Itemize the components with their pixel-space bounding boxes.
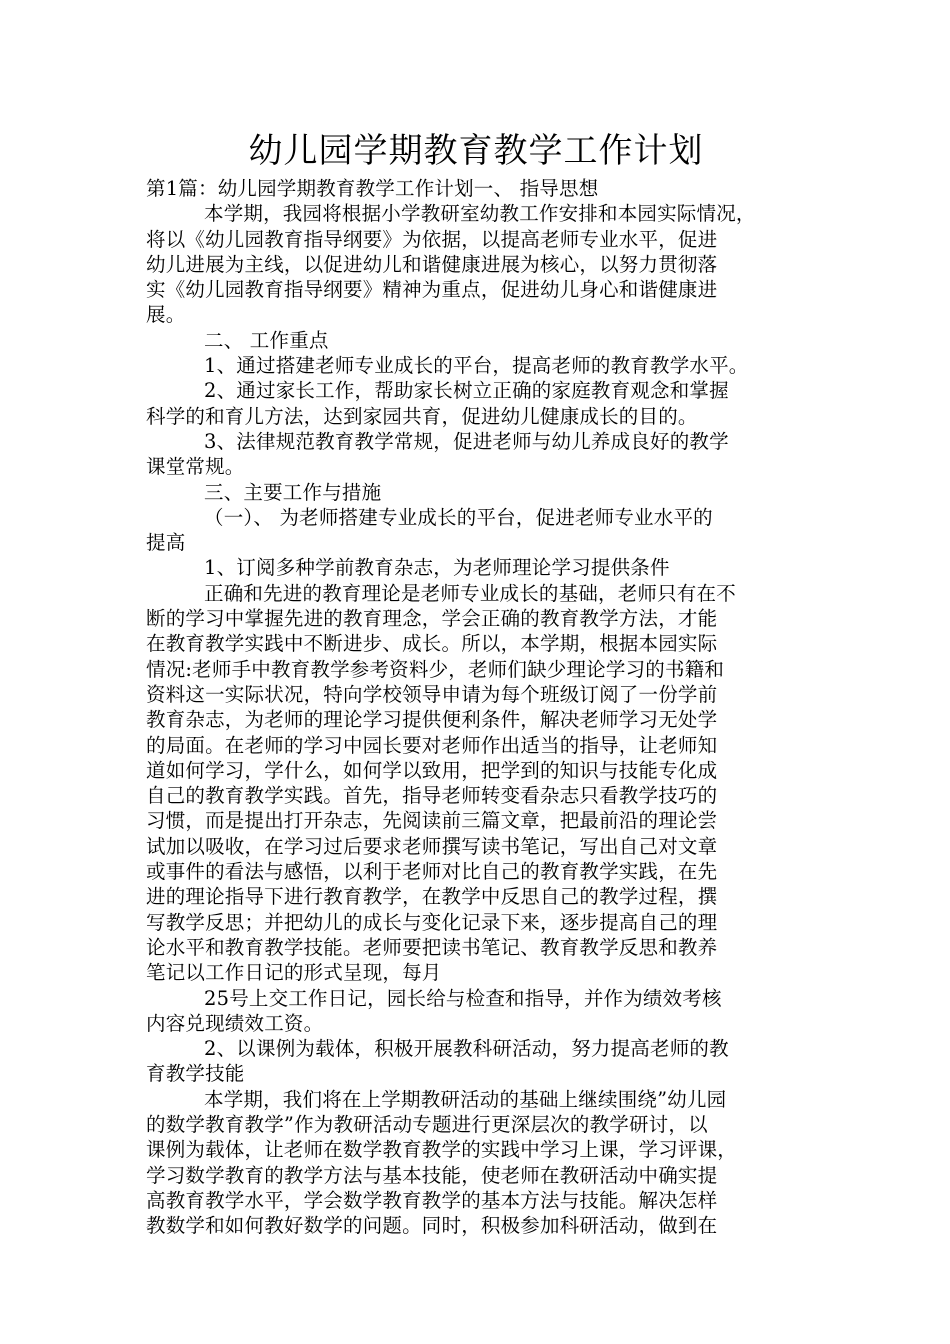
text-line: 学习数学教育的教学方法与基本技能，使老师在教研活动中确实提 — [146, 1163, 718, 1187]
text-line: 断的学习中掌握先进的教育理念，学会正确的教育教学方法，才能 — [146, 607, 718, 631]
text-line: 内容兑现绩效工资。 — [146, 1011, 324, 1035]
text-line: 高教育教学水平，学会数学教育教学的基本方法与技能。解决怎样 — [146, 1188, 718, 1212]
text-line: 试加以吸收，在学习过后要求老师撰写读书笔记，写出自己对文章 — [146, 834, 718, 858]
text-line: 教育杂志，为老师的理论学习提供便利条件，解决老师学习无处学 — [146, 708, 718, 732]
document-body — [146, 176, 806, 1238]
text-line: 实《幼儿园教育指导纲要》精神为重点，促进幼儿身心和谐健康进 — [146, 278, 718, 302]
text-line: 道如何学习，学什么，如何学以致用，把学到的知识与技能专化成 — [146, 758, 718, 782]
text-line: 的局面。在老师的学习中园长要对老师作出适当的指导，让老师知 — [146, 733, 718, 757]
text-line: 教数学和如何教好数学的问题。同时，积极参加科研活动，做到在 — [146, 1214, 718, 1238]
text-line: 将以《幼儿园教育指导纲要》为依据，以提高老师专业水平，促进 — [146, 227, 718, 251]
text-line: 习惯，而是提出打开杂志，先阅读前三篇文章，把最前沿的理论尝 — [146, 809, 718, 833]
text-line: 育教学技能 — [146, 1062, 245, 1086]
text-line: 本学期，我们将在上学期教研活动的基础上继续围绕”幼儿园 — [204, 1087, 727, 1111]
text-line: 提高 — [146, 531, 186, 555]
text-line: 笔记以工作日记的形式呈现，每月 — [146, 961, 442, 985]
text-line: 的数学教育教学”作为教研活动专题进行更深层次的教学研讨，以 — [146, 1112, 708, 1136]
text-line: 2、通过家长工作，帮助家长树立正确的家庭教育观念和掌握 — [204, 379, 729, 403]
text-line: 3、法律规范教育教学常规，促进老师与幼儿养成良好的教学 — [204, 429, 729, 453]
document-page — [146, 128, 806, 1238]
text-line: 或事件的看法与感悟，以利于老师对比自己的教育教学实践，在先 — [146, 860, 718, 884]
text-line: 三、主要工作与措施 — [204, 480, 382, 504]
text-line: 正确和先进的教育理论是老师专业成长的基础，老师只有在不 — [204, 581, 736, 605]
text-line: 2、以课例为载体，积极开展教科研活动，努力提高老师的教 — [204, 1037, 729, 1061]
text-line: 资料这一实际状况，特向学校领导申请为每个班级订阅了一份学前 — [146, 682, 718, 706]
text-line: 写教学反思；并把幼儿的成长与变化记录下来，逐步提高自己的理 — [146, 910, 718, 934]
text-line: 1、订阅多种学前教育杂志，为老师理论学习提供条件 — [204, 556, 670, 580]
text-line: 课堂常规。 — [146, 455, 245, 479]
text-line: 进的理论指导下进行教育教学，在教学中反思自己的教学过程，撰 — [146, 885, 718, 909]
text-line: 在教育教学实践中不断进步、成长。所以，本学期，根据本园实际 — [146, 632, 718, 656]
text-line: 二、 工作重点 — [204, 328, 329, 352]
document-title: 幼儿园学期教育教学工作计划 — [248, 131, 704, 171]
text-line: 情况:老师手中教育教学参考资料少，老师们缺少理论学习的书籍和 — [146, 657, 725, 681]
text-line: 幼儿进展为主线，以促进幼儿和谐健康进展为核心，以努力贯彻落 — [146, 252, 718, 276]
text-line: 25号上交工作日记，园长给与检查和指导，并作为绩效考核 — [204, 986, 722, 1010]
text-line: 科学的和育儿方法，达到家园共育，促进幼儿健康成长的目的。 — [146, 404, 698, 428]
text-line: 第1篇：幼儿园学期教育教学工作计划一、 指导思想 — [146, 177, 599, 200]
text-line: 展。 — [146, 303, 186, 327]
text-line: 本学期，我园将根据小学教研室幼教工作安排和本园实际情况， — [204, 202, 756, 226]
text-line: 课例为载体，让老师在数学教育教学的实践中学习上课，学习评课， — [146, 1138, 738, 1162]
text-line: 自己的教育教学实践。首先，指导老师转变看杂志只看教学技巧的 — [146, 784, 718, 808]
text-line: 1、通过搭建老师专业成长的平台，提高老师的教育教学水平。 — [204, 354, 749, 378]
text-line: 论水平和教育教学技能。老师要把读书笔记、教育教学反思和教养 — [146, 935, 718, 959]
text-line: （一）、 为老师搭建专业成长的平台，促进老师专业水平的 — [204, 505, 713, 529]
